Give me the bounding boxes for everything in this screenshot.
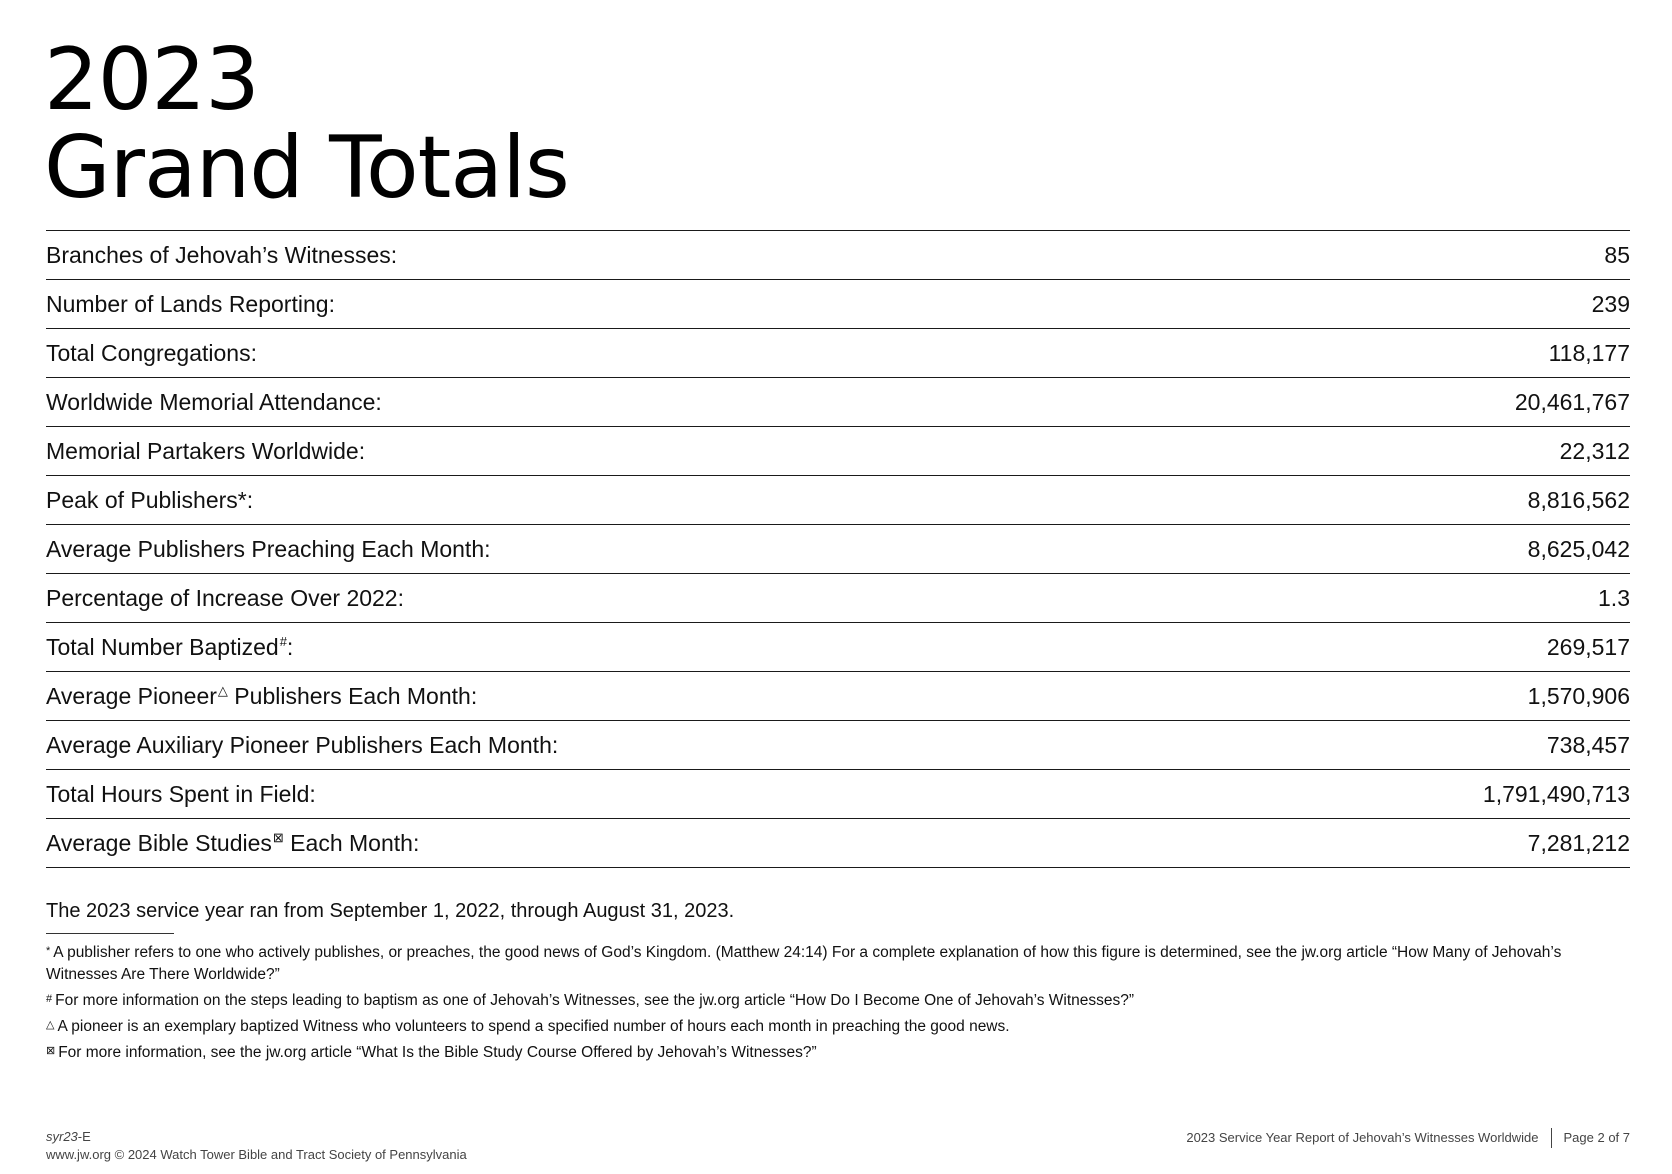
- stat-label-colon: :: [375, 388, 382, 415]
- footnote-mark: △: [217, 682, 228, 698]
- footnote-mark: ⊠: [272, 829, 284, 845]
- service-year-note: The 2023 service year ran from September 1, 2022, through August 31, 2023.: [46, 900, 735, 922]
- stat-label-suffix: Publishers Each Month: [227, 682, 471, 709]
- stat-label-text: Total Number Baptized: [46, 633, 279, 660]
- footnote-text: A pioneer is an exemplary baptized Witness who volunteers to spend a specified number of hours each month in preaching the good news.: [57, 1018, 1010, 1035]
- stat-label-colon: :: [358, 437, 366, 464]
- stat-label-text: Average Pioneer: [46, 682, 217, 709]
- stat-row: [46, 770, 1630, 819]
- copyright: www.jw.org © 2024 Watch Tower Bible and Tract Society of Pennsylvania: [46, 1147, 467, 1162]
- stat-label: [46, 781, 316, 808]
- stat-value: 8,625,042: [1527, 535, 1630, 562]
- page-number: Page 2 of 7: [1563, 1130, 1630, 1145]
- stat-label: [46, 634, 293, 661]
- footer-left: [46, 1128, 467, 1164]
- stat-label-text: Memorial Partakers Worldwide: [46, 437, 359, 464]
- stat-row: [46, 672, 1630, 721]
- stat-value: 85: [1604, 241, 1630, 268]
- stat-label-colon: :: [390, 241, 398, 268]
- stat-label-colon: :: [551, 731, 559, 758]
- stat-row: [46, 574, 1630, 623]
- footnote-mark: ⊠: [46, 1045, 56, 1057]
- document-code-suffix: -E: [77, 1129, 91, 1144]
- stat-value: 1,570,906: [1527, 682, 1630, 709]
- footnote-text: For more information, see the jw.org article “What Is the Bible Study Course Offered by Jehovah’s Witnesses?”: [58, 1044, 817, 1061]
- stat-row: [46, 819, 1630, 868]
- title-year: 2023: [44, 30, 259, 130]
- footnote: [46, 1040, 1630, 1064]
- footnote: [46, 1014, 1630, 1038]
- report-page: [46, 0, 1630, 1174]
- stat-row: [46, 623, 1630, 672]
- stat-label-text: Worldwide Memorial Attendance: [46, 388, 376, 415]
- stat-label: [46, 830, 419, 857]
- stat-label-text: Percentage of Increase Over 2022: [46, 584, 398, 611]
- footnote-mark: #: [46, 993, 53, 1005]
- stat-label-text: Average Auxiliary Pioneer Publishers Each Month: [46, 731, 552, 758]
- stat-label: [46, 438, 365, 465]
- stat-label: [46, 242, 397, 269]
- footnote: [46, 940, 1630, 986]
- footnote: [46, 988, 1630, 1012]
- stat-value: 22,312: [1559, 437, 1630, 464]
- stat-row: [46, 329, 1630, 378]
- stat-label-text: Average Publishers Preaching Each Month: [46, 535, 485, 562]
- footnote-mark: *: [46, 945, 51, 957]
- stat-label-text: Branches of Jehovah’s Witnesses: [46, 241, 391, 268]
- stat-label-suffix: Each Month: [283, 829, 413, 856]
- stat-label-colon: :: [470, 682, 478, 709]
- stat-row: [46, 721, 1630, 770]
- footnote-mark: #: [279, 633, 287, 649]
- stat-value: 1,791,490,713: [1482, 780, 1630, 807]
- stat-label-colon: :: [250, 339, 257, 366]
- stat-row: [46, 378, 1630, 427]
- stat-label-text: Total Congregations: [46, 339, 251, 366]
- document-code: syr23: [46, 1129, 78, 1144]
- stat-value: 118,177: [1548, 339, 1630, 366]
- stat-label: [46, 683, 477, 710]
- stat-label-text: Average Bible Studies: [46, 829, 272, 856]
- stat-label-colon: :: [286, 633, 294, 660]
- stat-label: [46, 389, 382, 416]
- stat-value: 239: [1591, 290, 1630, 317]
- page-title: [44, 30, 569, 218]
- footnote-divider: [46, 933, 174, 934]
- footnote-text: A publisher refers to one who actively publishes, or preaches, the good news of God’s Kingdom. (Matthew 24:14) For a complete explanation of how this figure is determined, see the jw.org article “How Many of Jehovah’s Witnesses Are There Worldwide?”: [46, 944, 1562, 983]
- footnote-mark: △: [46, 1019, 55, 1031]
- stat-label: [46, 732, 558, 759]
- stat-label: [46, 340, 257, 367]
- stat-label: [46, 487, 253, 514]
- stat-label-text: Number of Lands Reporting: [46, 290, 329, 317]
- stat-label-colon: :: [484, 535, 491, 562]
- stat-row: [46, 427, 1630, 476]
- footer-right: [1186, 1128, 1630, 1148]
- stat-value: 20,461,767: [1514, 388, 1630, 415]
- stat-row: [46, 280, 1630, 329]
- grand-totals-table: [46, 230, 1630, 868]
- stat-value: 269,517: [1546, 633, 1630, 660]
- footnote-text: For more information on the steps leading to baptism as one of Jehovah’s Witnesses, see the jw.org article “How Do I Become One of Jehovah’s Witnesses?”: [55, 992, 1135, 1009]
- stat-label-colon: :: [328, 290, 335, 317]
- stat-row: [46, 476, 1630, 525]
- report-title: 2023 Service Year Report of Jehovah’s Witnesses Worldwide: [1186, 1130, 1539, 1145]
- stat-value: 738,457: [1546, 731, 1630, 758]
- stat-value: 1.3: [1598, 584, 1630, 611]
- stat-value: 7,281,212: [1527, 829, 1630, 856]
- stat-label: [46, 536, 491, 563]
- stat-label-colon: :: [412, 829, 420, 856]
- footer-divider: [1551, 1128, 1552, 1148]
- stat-label-colon: :: [246, 486, 254, 513]
- stat-label-text: Total Hours Spent in Field: [46, 780, 310, 807]
- stat-label: [46, 585, 404, 612]
- stat-row: [46, 525, 1630, 574]
- stat-label-colon: :: [309, 780, 316, 807]
- stat-label: [46, 291, 335, 318]
- stat-value: 8,816,562: [1527, 486, 1630, 513]
- stat-label-colon: :: [397, 584, 404, 611]
- title-heading: Grand Totals: [44, 118, 569, 218]
- stat-row: [46, 231, 1630, 280]
- stat-label-text: Peak of Publishers*: [46, 486, 247, 513]
- footnotes: [46, 940, 1630, 1066]
